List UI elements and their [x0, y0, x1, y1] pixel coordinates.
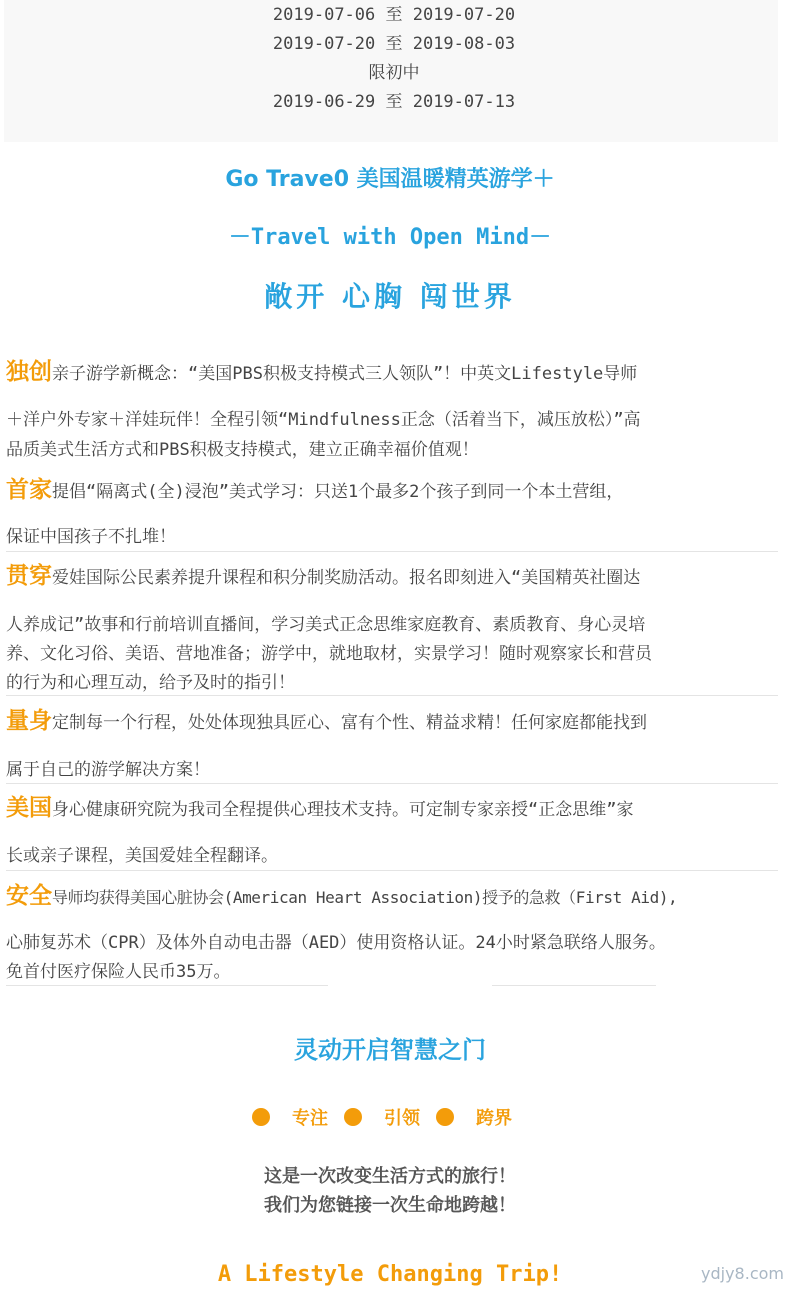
feature-text: 爱娃国际公民素养提升课程和积分制奖励活动。报名即刻进入“美国精英社圈达	[52, 568, 641, 588]
tagline: A Lifestyle Changing Trip!	[217, 1262, 563, 1287]
feature-text: 免首付医疗保险人民币35万。	[6, 962, 231, 982]
date-note: 限初中	[368, 63, 420, 83]
divider	[492, 985, 656, 986]
feature-text: 亲子游学新概念：“美国PBS积极支持模式三人领队”！中英文Lifestyle导师	[52, 364, 638, 384]
feature-text: 提倡“隔离式(全)浸泡”美式学习：只送1个最多2个孩子到同一个本土营组，	[52, 482, 624, 502]
divider	[6, 551, 778, 552]
feature-tag: 贯穿	[6, 563, 52, 589]
bullet-row	[0, 1103, 780, 1131]
bullet-label: 专注	[292, 1108, 328, 1129]
feature-tag: 独创	[6, 359, 52, 385]
feature-text: 身心健康研究院为我司全程提供心理技术支持。可定制专家亲授“正念思维”家	[52, 800, 634, 820]
feature-text: 导师均获得美国心脏协会(American Heart Association)授予的急救（First Aid),	[52, 888, 678, 907]
watermark: ydjy8.com	[701, 1264, 784, 1283]
feature-text: 品质美式生活方式和PBS积极支持模式，建立正确幸福价值观！	[6, 440, 479, 460]
slogan-line: 这是一次改变生活方式的旅行！	[264, 1166, 516, 1187]
divider	[6, 985, 328, 986]
program-motto: 敞开 心胸 闯世界	[264, 280, 516, 313]
date-box	[4, 0, 778, 142]
bullet-dot-icon	[344, 1108, 362, 1126]
feature-text: 保证中国孩子不扎堆！	[6, 527, 176, 547]
bullet-label: 引领	[384, 1108, 420, 1129]
program-subtitle: －Travel with Open Mind－	[228, 225, 552, 250]
feature-tag: 安全	[6, 883, 52, 909]
feature-text: 心肺复苏术（CPR）及体外自动电击器（AED）使用资格认证。24小时紧急联络人服务。	[6, 933, 666, 953]
divider	[6, 870, 778, 871]
feature-text: 的行为和心理互动，给予及时的指引！	[6, 673, 295, 693]
feature-tag: 首家	[6, 477, 52, 503]
feature-text: 属于自己的游学解决方案！	[6, 760, 210, 780]
slogan-line: 我们为您链接一次生命地跨越！	[264, 1195, 516, 1216]
date-range-1: 2019-07-06 至 2019-07-20	[272, 5, 516, 25]
feature-tag: 量身	[6, 708, 52, 734]
date-range-3: 2019-06-29 至 2019-07-13	[272, 92, 516, 112]
section-title: 灵动开启智慧之门	[294, 1036, 486, 1064]
bullet-label: 跨界	[476, 1108, 512, 1129]
program-title: Go Trave0 美国温暖精英游学＋	[225, 167, 555, 192]
divider	[6, 695, 778, 696]
date-range-2: 2019-07-20 至 2019-08-03	[272, 34, 516, 54]
feature-text: 养、文化习俗、美语、营地准备；游学中，就地取材，实景学习！随时观察家长和营员	[6, 644, 652, 664]
feature-text: ＋洋户外专家＋洋娃玩伴！全程引领“Mindfulness正念（活着当下，减压放松）”高	[6, 410, 641, 430]
feature-text: 长或亲子课程，美国爱娃全程翻译。	[6, 846, 278, 866]
bullet-dot-icon	[436, 1108, 454, 1126]
bullet-dot-icon	[252, 1108, 270, 1126]
feature-tag: 美国	[6, 795, 52, 821]
feature-text: 人养成记”故事和行前培训直播间，学习美式正念思维家庭教育、素质教育、身心灵培	[6, 615, 646, 635]
feature-text: 定制每一个行程，处处体现独具匠心、富有个性、精益求精！任何家庭都能找到	[52, 713, 647, 733]
divider	[6, 783, 778, 784]
